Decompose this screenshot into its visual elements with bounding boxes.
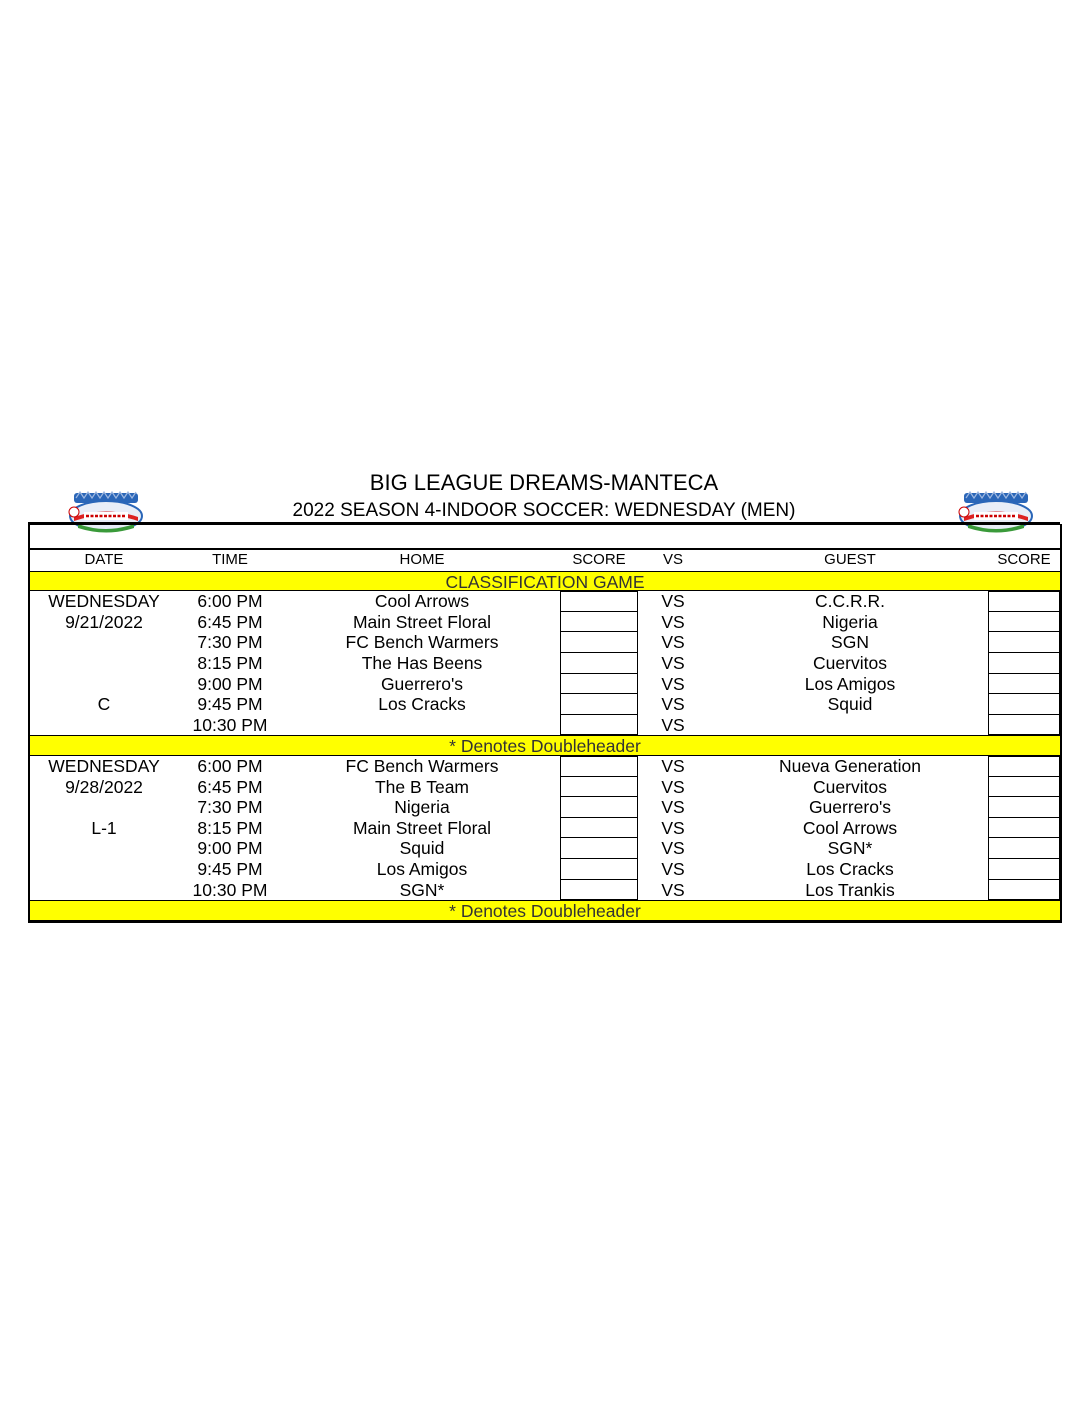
vs-label: VS [661,879,685,900]
guest-score-box[interactable] [988,838,1060,859]
guest-team: Guerrero's [808,797,892,818]
game-row [30,859,1060,880]
game-time: 10:30 PM [192,879,268,900]
vs-label: VS [661,817,685,838]
guest-team: SGN [831,632,869,653]
guest-team: Cuervitos [813,652,887,673]
home-team: Los Amigos [376,858,468,879]
col-home: HOME [399,551,445,568]
game-time: 7:30 PM [197,632,263,653]
guest-team: Los Cracks [806,858,894,879]
col-date: DATE [84,551,124,568]
date-label: L-1 [91,817,117,838]
home-score-box[interactable] [560,880,638,901]
home-score-box[interactable] [560,715,638,736]
guest-score-box[interactable] [988,756,1060,777]
vs-label: VS [661,858,685,879]
guest-team: Los Trankis [805,879,895,900]
vs-label: VS [661,652,685,673]
home-team: SGN* [399,879,445,900]
game-row [30,838,1060,859]
home-team: Los Cracks [378,694,466,715]
game-time: 9:45 PM [197,858,263,879]
vs-label: VS [661,838,685,859]
home-score-box[interactable] [560,777,638,798]
game-time: 7:30 PM [197,797,263,818]
game-time: 6:45 PM [197,776,263,797]
date-label: 9/21/2022 [65,611,143,632]
home-team: The Has Beens [361,652,483,673]
date-label: WEDNESDAY [48,591,160,612]
blank-row [30,524,1060,550]
guest-team: SGN* [827,838,873,859]
guest-team: Squid [827,694,873,715]
home-team: Nigeria [394,797,450,818]
col-score-guest: SCORE [997,551,1051,568]
game-row [30,694,1060,715]
header-row [30,550,1060,571]
col-vs: VS [662,551,683,568]
home-score-box[interactable] [560,838,638,859]
vs-label: VS [661,591,685,612]
home-team: Main Street Floral [352,611,492,632]
home-team: Guerrero's [380,673,464,694]
home-team: FC Bench Warmers [345,632,499,653]
game-time: 8:15 PM [197,652,263,673]
guest-score-box[interactable] [988,632,1060,653]
guest-score-box[interactable] [988,694,1060,715]
game-time: 9:45 PM [197,694,263,715]
guest-score-box[interactable] [988,591,1060,612]
game-row [30,591,1060,612]
game-row [30,756,1060,777]
game-row [30,880,1060,901]
home-score-box[interactable] [560,694,638,715]
home-score-box[interactable] [560,612,638,633]
home-score-box[interactable] [560,674,638,695]
home-score-box[interactable] [560,756,638,777]
home-team: Cool Arrows [374,591,470,612]
vs-label: VS [661,714,685,735]
schedule-table [28,524,1062,923]
home-team: Main Street Floral [352,817,492,838]
guest-team: Cuervitos [813,776,887,797]
doubleheader-note: * Denotes Doubleheader [30,900,1060,921]
game-row [30,653,1060,674]
guest-score-box[interactable] [988,818,1060,839]
col-time: TIME [212,551,248,568]
date-label: WEDNESDAY [48,755,160,776]
game-row [30,715,1060,736]
guest-score-box[interactable] [988,653,1060,674]
vs-label: VS [661,797,685,818]
game-time: 6:00 PM [197,755,263,776]
vs-label: VS [661,611,685,632]
game-time: 9:00 PM [197,838,263,859]
sections [30,571,1060,921]
page-subtitle: 2022 SEASON 4-INDOOR SOCCER: WEDNESDAY (MEN) [292,500,796,521]
guest-team: Nigeria [822,611,878,632]
guest-score-box[interactable] [988,777,1060,798]
game-row [30,674,1060,695]
guest-score-box[interactable] [988,859,1060,880]
home-score-box[interactable] [560,797,638,818]
home-score-box[interactable] [560,653,638,674]
game-row [30,632,1060,653]
home-score-box[interactable] [560,818,638,839]
game-time: 8:15 PM [197,817,263,838]
game-time: 9:00 PM [197,673,263,694]
guest-score-box[interactable] [988,797,1060,818]
vs-label: VS [661,632,685,653]
home-score-box[interactable] [560,632,638,653]
home-team: FC Bench Warmers [345,755,499,776]
game-row [30,777,1060,798]
guest-team: Cool Arrows [802,817,898,838]
guest-team: Nueva Generation [778,755,922,776]
col-guest: GUEST [824,551,876,568]
vs-label: VS [661,755,685,776]
guest-score-box[interactable] [988,880,1060,901]
section-banner: CLASSIFICATION GAME [30,571,1060,592]
home-score-box[interactable] [560,591,638,612]
home-score-box[interactable] [560,859,638,880]
guest-team: Los Amigos [804,673,896,694]
vs-label: VS [661,694,685,715]
date-label: C [97,694,111,715]
doubleheader-note: * Denotes Doubleheader [30,735,1060,756]
game-row [30,818,1060,839]
date-label: 9/28/2022 [65,776,143,797]
game-row [30,797,1060,818]
home-team: Squid [399,838,445,859]
guest-team: C.C.R.R. [815,591,885,612]
game-time: 6:00 PM [197,591,263,612]
vs-label: VS [661,673,685,694]
game-row [30,612,1060,633]
game-time: 6:45 PM [197,611,263,632]
guest-score-box[interactable] [988,612,1060,633]
col-score-home: SCORE [572,551,626,568]
vs-label: VS [661,776,685,797]
guest-score-box[interactable] [988,715,1060,736]
page-title: BIG LEAGUE DREAMS-MANTECA [369,470,719,495]
game-time: 10:30 PM [192,714,268,735]
home-team: The B Team [374,776,470,797]
guest-score-box[interactable] [988,674,1060,695]
